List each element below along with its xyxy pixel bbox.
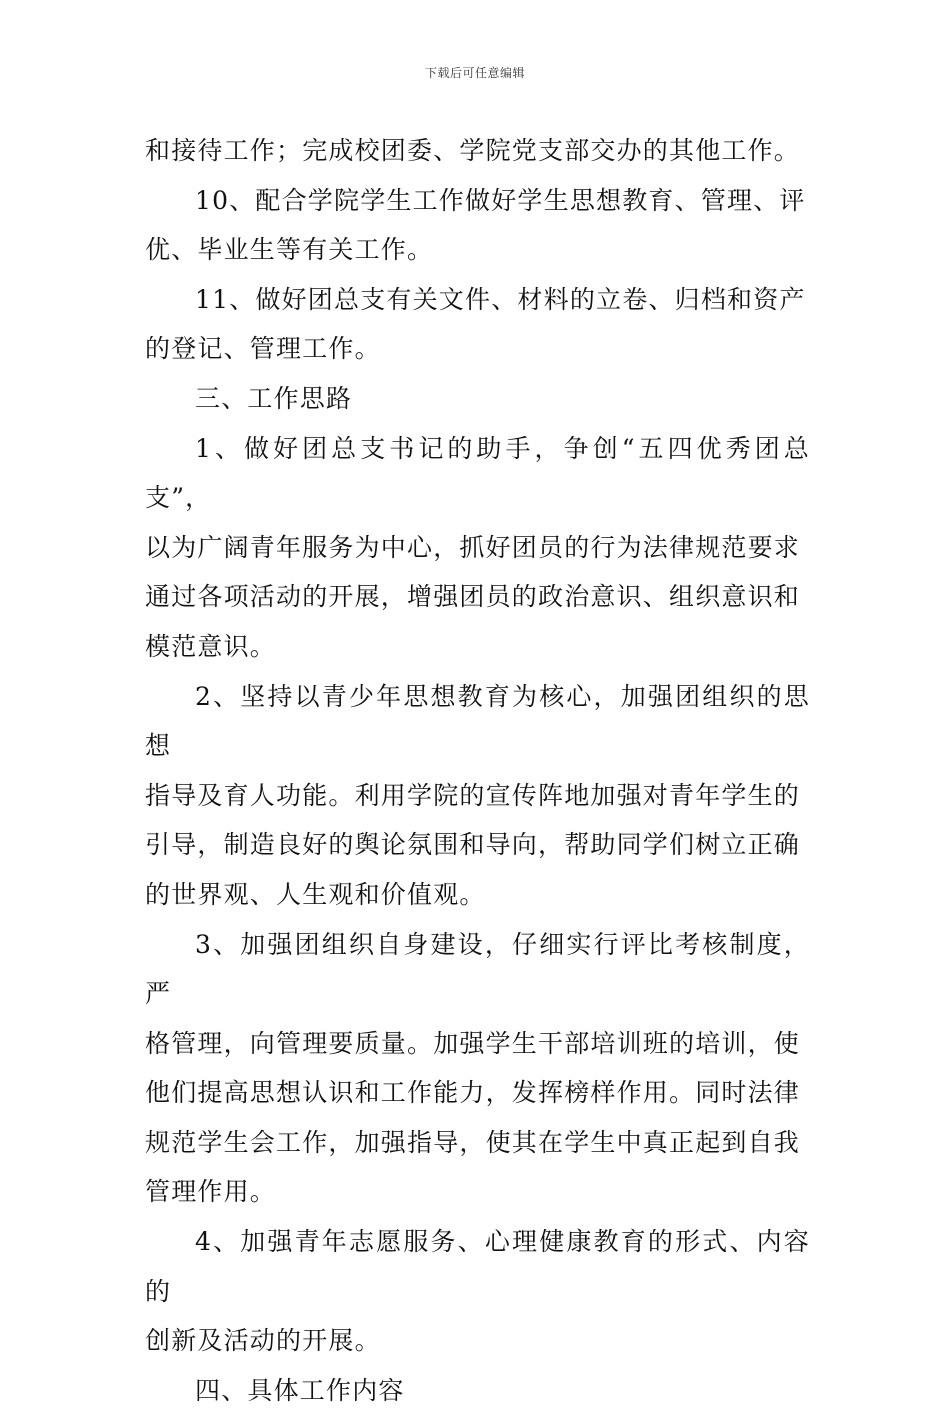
paragraph-approach-2: 2、坚持以青少年思想教育为核心，加强团组织的思想 指导及育人功能。利用学院的宣传阵地加强对青年学生的 引导，制造良好的舆论氛围和导向，帮助同学们树立正确 的世界观、人生观和价值观。: [145, 681, 810, 909]
document-body: [145, 126, 810, 1415]
paragraph-approach-4: 4、加强青年志愿服务、心理健康教育的形式、内容的 创新及活动的开展。: [145, 1227, 810, 1356]
section-heading-work-approach: 三、工作思路: [195, 383, 353, 413]
page-header-note: 下载后可任意编辑: [424, 66, 525, 80]
paragraph-approach-3: 3、加强团组织自身建设，仔细实行评比考核制度，严 格管理，向管理要质量。加强学生干部培训班的培训，使 他们提高思想认识和工作能力，发挥榜样作用。同时法律 规范学生会工作，加强指导，使其在学生中真正起到自我 管理作用。: [145, 929, 810, 1207]
paragraph-item-11: 11、做好团总支有关文件、材料的立卷、归档和资产 的登记、管理工作。: [145, 284, 806, 364]
paragraph-continuation: 和接待工作；完成校团委、学院党支部交办的其他工作。: [145, 136, 801, 165]
paragraph-approach-1: 1、做好团总支书记的助手，争创“五四优秀团总支”， 以为广阔青年服务为中心，抓好团员的行为法律规范要求 通过各项活动的开展，增强团员的政治意识、组织意识和 模范意识。: [145, 433, 810, 661]
section-heading-work-content: 四、具体工作内容: [195, 1375, 405, 1405]
paragraph-item-10: 10、配合学院学生工作做好学生思想教育、管理、评 优、毕业生等有关工作。: [145, 185, 806, 265]
